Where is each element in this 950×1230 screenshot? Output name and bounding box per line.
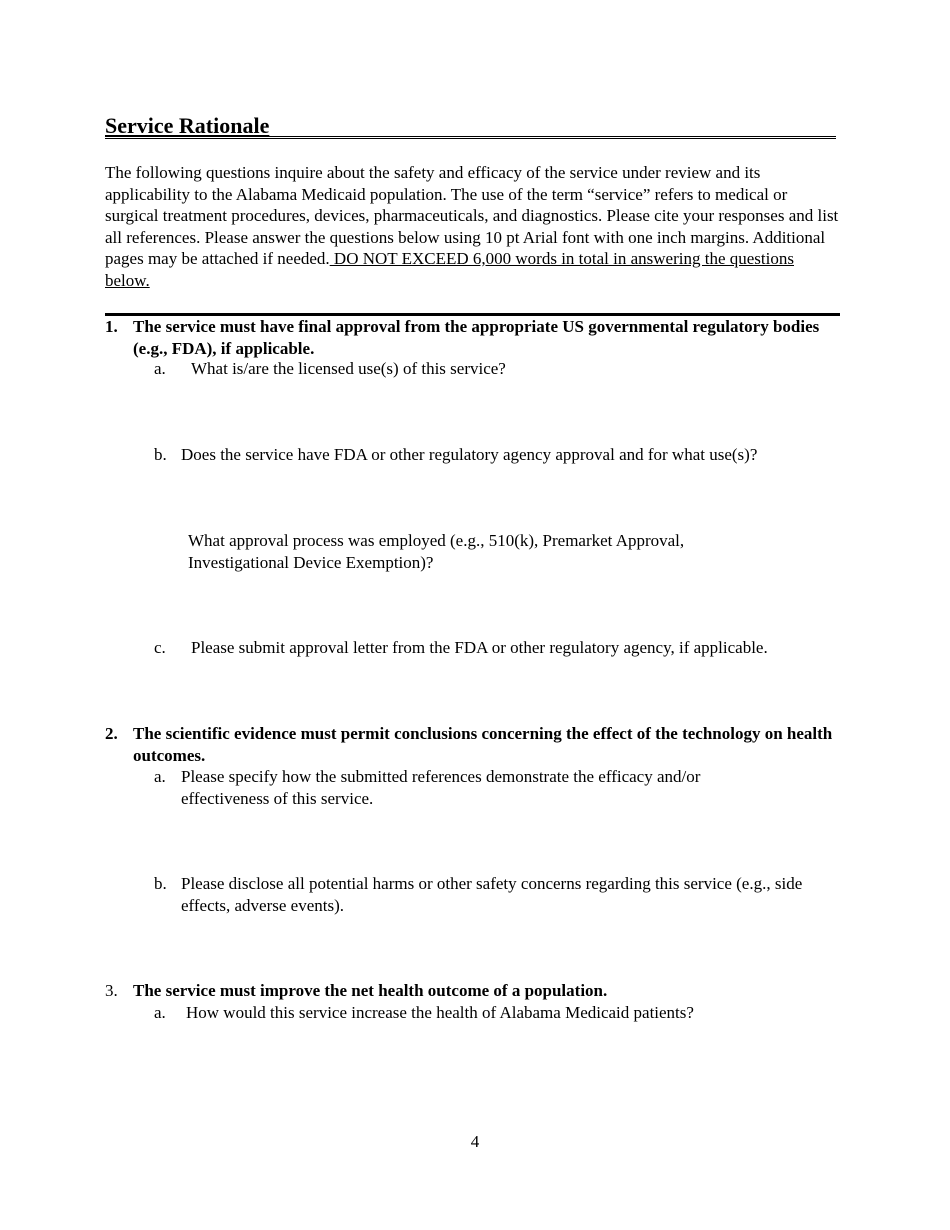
question-2b-text: Please disclose all potential harms or other safety concerns regarding this service (e.g., side effects, adverse events). — [181, 874, 803, 915]
question-2-number: 2. — [105, 724, 118, 743]
question-1-number: 1. — [105, 317, 118, 336]
intro-paragraph — [105, 162, 840, 291]
question-1 — [105, 316, 840, 360]
question-3 — [105, 980, 840, 1002]
question-3a-text: How would this service increase the health of Alabama Medicaid patients? — [186, 1003, 694, 1022]
page-number: 4 — [470, 1132, 480, 1151]
intro-text: The following questions inquire about the safety and efficacy of the service under review and its applicability to the Alabama Medicaid population. The use of the term “service” refers to medical or surgical treatment procedures, devices, pharmaceuticals, and diagnostics. Please cite your responses and list all references. Please answer the questions below using 10 pt Arial font with one inch margins. Additional pages may be attached if needed. — [105, 163, 839, 268]
question-1a-text: What is/are the licensed use(s) of this service? — [191, 359, 506, 378]
question-1-text: The service must have final approval from the appropriate US governmental regulatory bodies (e.g., FDA), if applicable. — [133, 317, 820, 358]
question-2-text: The scientific evidence must permit conclusions concerning the effect of the technology on health outcomes. — [133, 724, 833, 765]
question-1b-followup-text: What approval process was employed (e.g., 510(k), Premarket Approval, Investigational Device Exemption)? — [188, 531, 685, 572]
question-1b-text: Does the service have FDA or other regulatory agency approval and for what use(s)? — [181, 445, 758, 464]
question-3-text: The service must improve the net health outcome of a population. — [133, 981, 608, 1000]
question-2 — [105, 723, 840, 767]
question-1c-letter: c. — [154, 638, 166, 657]
question-3-number: 3. — [105, 981, 118, 1000]
word-limit-warning: DO NOT EXCEED 6,000 words in total in answering the questions below. — [105, 249, 794, 290]
question-2a-letter: a. — [154, 767, 166, 786]
question-1b-letter: b. — [154, 445, 167, 464]
question-2b-letter: b. — [154, 874, 167, 893]
question-3a-letter: a. — [154, 1003, 166, 1022]
question-1a-letter: a. — [154, 359, 166, 378]
question-1c-text: Please submit approval letter from the FDA or other regulatory agency, if applicable. — [191, 638, 768, 657]
section-title: Service Rationale — [105, 113, 270, 138]
section-heading — [105, 113, 836, 139]
question-2a-text: Please specify how the submitted references demonstrate the efficacy and/or effectiveness of this service. — [181, 767, 701, 808]
